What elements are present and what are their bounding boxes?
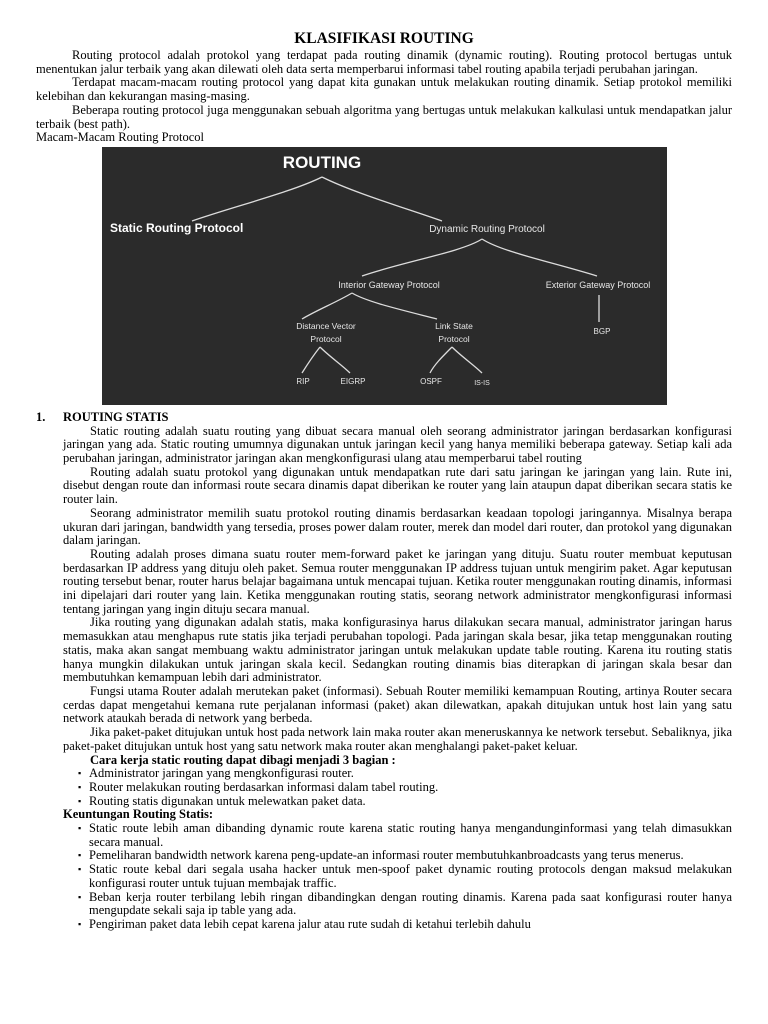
body-paragraph: Seorang administrator memilih suatu protokol routing dinamis berdasarkan keadaan topologi jaringannya. Misalnya berapa ukuran dari jaringan, bandwidth yang tersedia, proses power dalam router, merek dan model dari router, dan protokol yang digunakan dalam jaringan.: [63, 505, 732, 548]
diagram-isis-label: IS-IS: [474, 379, 490, 387]
diagram-ospf-label: OSPF: [420, 376, 442, 386]
cara-kerja-list: [36, 767, 732, 808]
diagram-eigrp-label: EIGRP: [340, 376, 366, 386]
list-item-text: Administrator jaringan yang mengkonfigurasi router.: [89, 766, 354, 781]
list-item-text: Beban kerja router terbilang lebih ringan dibandingkan dengan routing dinamis. Karena pada saat konfigurasi router hanya mengupdate sekali saja ip table yang ada.: [89, 889, 732, 918]
section-number: 1.: [36, 409, 46, 424]
list-item: [78, 848, 732, 863]
bullet-icon: ▪: [78, 781, 82, 792]
cara-kerja-heading: Cara kerja static routing dapat dibagi menjadi 3 bagian :: [90, 752, 396, 767]
diagram-igp-label: Interior Gateway Protocol: [338, 279, 440, 290]
bullet-icon: ▪: [78, 864, 82, 875]
keuntungan-list: [36, 822, 732, 932]
body-paragraph: Routing adalah proses dimana suatu router mem-forward paket ke jaringan yang dituju. Suatu router membuat keputusan berdasarkan IP address yang dituju oleh paket. Semua router menggunakan IP address tujuan untuk mengirim paket. Agar keputusan routing tersebut benar, router harus belajar bagaimana untuk mencapai tujuan. Ketika router menggunakan routing dinamis, informasi ini dipelajari dari router yang lain. Ketika menggunakan routing statis, seorang network administrator mengkonfigurasi informasi tentang jaringan yang ingin dituju secara manual.: [63, 546, 732, 616]
diagram-dv-label-line1: Distance Vector: [296, 320, 356, 331]
body-paragraph: Jika routing yang digunakan adalah statis, maka konfigurasinya harus dilakukan secara manual, administrator jaringan harus memasukkan atau menghapus rute statis jika terjadi perubahan topologi. Pada jaringan skala besar, jika tetap menggunakan routing statis, maka akan sangat membuang waktu administrator jaringan untuk melakukan update table routing. Karena itu routing statis hanya mungkin dilakukan untuk jaringan skala kecil. Sedangkan routing dinamis bias diterapkan di jaringan skala besar dan membutuhkan kemampuan lebih dari administrator.: [63, 615, 732, 685]
list-item: [78, 779, 732, 795]
diagram-dynamic-label: Dynamic Routing Protocol: [429, 223, 545, 235]
section-body: [36, 425, 732, 754]
body-paragraph: Routing adalah suatu protokol yang digunakan untuk mendapatkan rute dari satu jaringan ke jaringan yang lain. Rute ini, disebut dengan route dan informasi route secara dinamis dapat diberikan ke router yang lain ataupun dapat diberikan secara statis ke router lain.: [63, 464, 732, 507]
body-paragraph: Fungsi utama Router adalah merutekan paket (informasi). Sebuah Router memiliki kemampuan Routing, artinya Router secara cerdas dapat mengetahui kemana rute perjalanan informasi (paket) akan dilewatkan, apakah ditujukan untuk host lain yang satu network ataukah berada di network yang berbeda.: [63, 683, 732, 726]
diagram-root-label: ROUTING: [282, 152, 362, 172]
section-title: ROUTING STATIS: [63, 409, 169, 424]
keuntungan-heading: Keuntungan Routing Statis:: [63, 807, 214, 822]
bullet-icon: ▪: [78, 823, 82, 834]
document-page: [36, 30, 732, 932]
list-item: [78, 766, 732, 781]
list-item-text: Pengiriman paket data lebih cepat karena jalur atau rute sudah di ketahui terlebih dahulu: [89, 916, 531, 931]
page-title: KLASIFIKASI ROUTING: [294, 30, 474, 47]
list-item: [78, 862, 732, 890]
list-item: [78, 916, 732, 932]
diagram-rip-label: RIP: [296, 376, 310, 386]
list-item-text: Router melakukan routing berdasarkan informasi dalam tabel routing.: [89, 779, 439, 794]
list-item-text: Static route lebih aman dibanding dynamic route karena static routing hanya mengandunginformasi yang telah dimasukkan secara manual.: [89, 821, 732, 849]
list-item: [78, 821, 732, 849]
list-item: [78, 889, 732, 918]
diagram-static-label: Static Routing Protocol: [110, 220, 244, 235]
intro-paragraph: Routing protocol adalah protokol yang terdapat pada routing dinamik (dynamic routing). Routing protocol bertugas untuk menentukan jalur terbaik yang akan dilewati oleh data serta memperbarui informasi tabel routing apabila terjadi perubahan jaringan.: [36, 48, 732, 76]
bullet-icon: ▪: [78, 768, 82, 779]
bullet-icon: ▪: [78, 850, 82, 861]
diagram-ls-label-line2: Protocol: [438, 333, 470, 344]
list-item-text: Routing statis digunakan untuk melewatkan paket data.: [89, 793, 366, 808]
diagram-caption: Macam-Macam Routing Protocol: [36, 130, 205, 145]
bullet-icon: ▪: [78, 918, 82, 929]
intro-paragraph: Terdapat macam-macam routing protocol yang dapat kita gunakan untuk melakukan routing dinamik. Setiap protokol memiliki kelebihan dan kekurangan masing-masing.: [36, 75, 732, 104]
list-item: [78, 793, 732, 809]
list-item-text: Static route kebal dari segala usaha hacker untuk men-spoof paket dynamic routing protocols dengan maksud melakukan konfigurasi router untuk tujuan membajak traffic.: [89, 862, 732, 890]
diagram-egp-label: Exterior Gateway Protocol: [545, 279, 651, 290]
routing-classification-diagram: [102, 147, 667, 405]
list-item-text: Pemeliharan bandwidth network karena peng-update-an informasi router membutuhkanbroadcasts yang terus menerus.: [89, 848, 684, 863]
bullet-icon: ▪: [78, 795, 82, 806]
body-paragraph: Static routing adalah suatu routing yang dibuat secara manual oleh seorang administrator jaringan berdasarkan konfigurasi jaringan yang ada. Static routing umumnya digunakan untuk jaringan kecil yang hanya memiliki beberapa gateway. Setiap kali ada perubahan jaringan, administrator jaringan akan mengkonfigurasi ulang atau memperbarui tabel routing: [63, 423, 732, 466]
intro-paragraph: Beberapa routing protocol juga menggunakan sebuah algoritma yang bertugas untuk melakukan kalkulasi untuk mendapatkan jalur terbaik (best path).: [36, 102, 732, 131]
diagram-bgp-label: BGP: [593, 326, 611, 336]
bullet-icon: ▪: [78, 891, 82, 902]
diagram-dv-label-line2: Protocol: [310, 333, 342, 344]
body-paragraph: Jika paket-paket ditujukan untuk host pada network lain maka router akan meneruskannya ke network tersebut. Sebaliknya, jika paket-paket ditujukan untuk host yang satu network maka router akan menghalangi paket-paket keluar.: [63, 725, 732, 753]
diagram-ls-label-line1: Link State: [435, 320, 473, 331]
section-heading: [36, 411, 732, 425]
